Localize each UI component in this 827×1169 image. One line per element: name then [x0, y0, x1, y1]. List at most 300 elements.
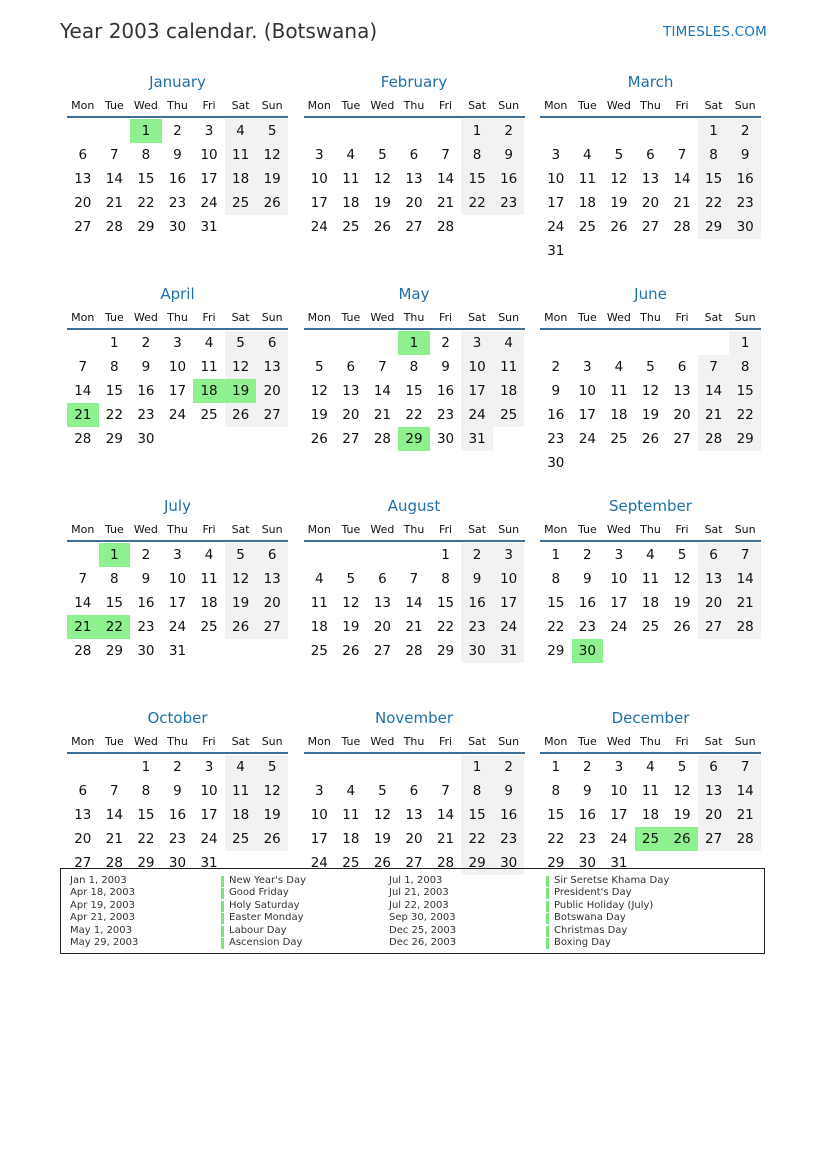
day-cell: 13 [373, 595, 391, 611]
day-cell: 3 [204, 759, 214, 775]
day-cell: 14 [729, 567, 761, 591]
day-cell: 17 [493, 591, 525, 615]
weekday-label: Sat [468, 311, 487, 324]
day-cell: 7 [110, 783, 119, 799]
weekday-label: Wed [606, 311, 631, 324]
day-cell: 23 [137, 407, 155, 423]
day-cell: 26 [641, 431, 660, 447]
day-cell: 17 [200, 807, 218, 823]
day-cell: 30 [461, 639, 493, 663]
day-grid [304, 119, 525, 239]
weekday-header [540, 94, 761, 118]
day-cell: 26 [373, 855, 391, 871]
empty-day-cell [99, 755, 131, 779]
day-cell: 14 [405, 595, 423, 611]
day-cell: 10 [610, 783, 628, 799]
empty-day-cell [367, 119, 399, 143]
legend-name: Labour Day [221, 925, 306, 937]
empty-day-cell [67, 543, 99, 567]
day-cell: 3 [204, 123, 214, 139]
day-cell: 15 [436, 595, 455, 611]
day-cell: 29 [698, 215, 730, 239]
holiday-day-cell: 30 [572, 639, 604, 663]
day-grid [304, 543, 525, 663]
day-cell: 25 [493, 403, 525, 427]
empty-day-cell [635, 639, 667, 663]
month-january [67, 70, 288, 282]
day-cell: 15 [105, 595, 123, 611]
day-cell: 20 [342, 407, 360, 423]
day-cell: 29 [436, 643, 455, 659]
month-february [304, 70, 525, 282]
day-cell: 27 [698, 615, 730, 639]
day-cell: 23 [168, 195, 187, 211]
day-cell: 13 [342, 383, 360, 399]
day-cell: 23 [729, 191, 761, 215]
weekday-label: Sat [704, 99, 723, 112]
day-cell: 25 [310, 643, 328, 659]
day-cell: 24 [610, 619, 628, 635]
day-cell: 29 [461, 851, 493, 875]
day-cell: 11 [578, 171, 596, 187]
empty-day-cell [540, 331, 572, 355]
day-cell: 2 [141, 547, 151, 563]
day-cell: 29 [729, 427, 761, 451]
weekday-header [67, 518, 288, 542]
day-cell: 9 [493, 779, 525, 803]
day-cell: 6 [698, 755, 730, 779]
empty-day-cell [572, 239, 604, 263]
day-cell: 14 [74, 383, 92, 399]
day-grid [540, 755, 761, 875]
day-cell: 19 [673, 807, 691, 823]
legend-date: Jul 1, 2003 [389, 875, 443, 886]
empty-day-cell [99, 119, 131, 143]
empty-day-cell [729, 239, 761, 263]
weekday-label: Wed [133, 523, 158, 536]
day-cell: 22 [137, 195, 155, 211]
site-brand-link[interactable]: TIMESLES.COM [663, 24, 767, 40]
day-cell: 4 [225, 119, 257, 143]
day-cell: 9 [729, 143, 761, 167]
day-cell: 27 [256, 615, 288, 639]
legend-name: Holy Saturday [221, 900, 306, 912]
day-cell: 4 [646, 547, 655, 563]
day-cell: 16 [137, 595, 155, 611]
day-cell: 23 [137, 619, 155, 635]
legend-date: Apr 18, 2003 [70, 887, 136, 899]
day-cell: 30 [578, 855, 596, 871]
day-cell: 6 [646, 147, 655, 163]
legend-date: Apr 21, 2003 [70, 912, 136, 924]
empty-day-cell [635, 451, 667, 475]
day-cell: 4 [346, 147, 356, 163]
day-cell: 28 [105, 855, 123, 871]
day-cell: 30 [729, 215, 761, 239]
weekday-label: Thu [403, 523, 425, 536]
day-cell: 30 [436, 431, 455, 447]
day-cell: 11 [493, 355, 525, 379]
day-cell: 30 [547, 455, 565, 471]
day-cell: 11 [200, 359, 218, 375]
empty-day-cell [572, 331, 604, 355]
day-cell: 18 [641, 595, 660, 611]
day-cell: 4 [646, 759, 655, 775]
day-cell: 9 [493, 143, 525, 167]
day-cell: 4 [314, 571, 324, 587]
weekday-label: Sun [734, 99, 756, 112]
weekday-label: Tue [341, 99, 361, 112]
weekday-label: Mon [307, 99, 331, 112]
weekday-label: Thu [640, 735, 661, 748]
day-cell: 15 [698, 167, 730, 191]
day-cell: 8 [141, 147, 151, 163]
holiday-day-cell: 1 [130, 119, 162, 143]
day-cell: 20 [698, 803, 730, 827]
weekday-label: Sun [498, 99, 520, 112]
empty-day-cell [666, 639, 698, 663]
day-cell: 14 [673, 171, 691, 187]
weekday-label: Mon [307, 523, 331, 536]
day-cell: 31 [200, 855, 218, 871]
day-cell: 8 [409, 359, 419, 375]
day-cell: 14 [436, 807, 455, 823]
legend-name: Botswana Day [546, 912, 669, 924]
legend-right-dates [389, 875, 456, 949]
day-cell: 19 [373, 831, 391, 847]
day-cell: 8 [551, 783, 561, 799]
empty-day-cell [304, 755, 336, 779]
day-cell: 28 [405, 643, 423, 659]
day-cell: 16 [578, 595, 596, 611]
day-cell: 7 [729, 755, 761, 779]
day-cell: 18 [342, 831, 360, 847]
weekday-label: Mon [71, 311, 95, 324]
day-cell: 9 [141, 359, 151, 375]
day-cell: 11 [610, 383, 628, 399]
month-name: March [627, 73, 674, 91]
legend-date: May 29, 2003 [70, 937, 139, 949]
day-cell: 12 [225, 567, 257, 591]
empty-day-cell [729, 639, 761, 663]
day-cell: 10 [493, 567, 525, 591]
day-cell: 24 [310, 219, 328, 235]
day-cell: 16 [137, 383, 155, 399]
day-cell: 28 [729, 615, 761, 639]
day-cell: 1 [141, 759, 151, 775]
day-cell: 5 [378, 783, 387, 799]
day-cell: 2 [461, 543, 493, 567]
holiday-day-cell: 19 [225, 379, 257, 403]
weekday-label: Tue [104, 99, 124, 112]
day-cell: 4 [204, 335, 214, 351]
day-cell: 7 [378, 359, 387, 375]
day-cell: 7 [698, 355, 730, 379]
weekday-label: Thu [403, 735, 425, 748]
day-cell: 5 [677, 759, 687, 775]
day-cell: 11 [342, 807, 360, 823]
day-cell: 12 [373, 171, 391, 187]
weekday-label: Fri [202, 735, 216, 748]
weekday-label: Fri [438, 311, 453, 324]
weekday-label: Fri [675, 523, 689, 536]
day-cell: 22 [105, 407, 123, 423]
day-cell: 22 [461, 191, 493, 215]
day-cell: 14 [436, 171, 455, 187]
day-cell: 28 [74, 643, 92, 659]
legend-date: Dec 26, 2003 [389, 937, 457, 949]
day-grid [540, 331, 761, 475]
day-cell: 30 [493, 851, 525, 875]
day-cell: 29 [547, 643, 565, 659]
day-cell: 11 [641, 571, 660, 587]
month-august [304, 494, 525, 706]
day-cell: 6 [256, 543, 288, 567]
weekday-label: Tue [577, 735, 597, 748]
day-cell: 31 [493, 639, 525, 663]
empty-day-cell [335, 331, 367, 355]
empty-day-cell [398, 755, 430, 779]
holiday-day-cell: 21 [67, 403, 99, 427]
day-cell: 22 [461, 827, 493, 851]
day-cell: 15 [137, 807, 155, 823]
day-cell: 20 [405, 831, 423, 847]
day-cell: 22 [436, 619, 455, 635]
day-cell: 3 [493, 543, 525, 567]
empty-day-cell [572, 119, 604, 143]
day-cell: 18 [225, 167, 257, 191]
weekday-label: Thu [167, 311, 188, 324]
day-cell: 1 [551, 547, 561, 563]
empty-day-cell [398, 119, 430, 143]
day-cell: 13 [698, 779, 730, 803]
weekday-label: Fri [202, 523, 216, 536]
day-cell: 25 [342, 855, 360, 871]
day-cell: 11 [641, 783, 660, 799]
day-cell: 9 [551, 383, 561, 399]
day-cell: 22 [137, 831, 155, 847]
day-cell: 10 [310, 171, 328, 187]
month-name: August [387, 497, 441, 515]
empty-day-cell [256, 215, 288, 239]
day-cell: 8 [461, 143, 493, 167]
day-cell: 12 [310, 383, 328, 399]
month-name: January [149, 73, 206, 91]
empty-day-cell [572, 451, 604, 475]
weekday-label: Sun [261, 735, 283, 748]
weekday-label: Mon [71, 523, 95, 536]
empty-day-cell [335, 119, 367, 143]
weekday-label: Sat [231, 99, 250, 112]
weekday-header [67, 94, 288, 118]
legend-left-names [221, 875, 306, 949]
weekday-label: Thu [167, 523, 188, 536]
day-cell: 10 [200, 147, 218, 163]
day-cell: 12 [673, 571, 691, 587]
day-cell: 6 [78, 147, 88, 163]
day-cell: 16 [493, 167, 525, 191]
day-cell: 29 [137, 219, 155, 235]
day-cell: 13 [74, 171, 92, 187]
legend-date: May 1, 2003 [70, 924, 133, 936]
day-cell: 13 [256, 355, 288, 379]
day-cell: 27 [74, 855, 92, 871]
day-cell: 6 [698, 543, 730, 567]
empty-day-cell [367, 755, 399, 779]
day-cell: 19 [610, 195, 628, 211]
weekday-label: Sat [231, 523, 250, 536]
day-cell: 28 [74, 431, 92, 447]
weekday-label: Sat [468, 735, 487, 748]
day-cell: 3 [173, 335, 182, 351]
day-cell: 26 [610, 219, 628, 235]
month-name: May [398, 285, 430, 303]
day-cell: 16 [578, 807, 596, 823]
weekday-label: Sat [704, 523, 723, 536]
day-cell: 6 [256, 331, 288, 355]
day-cell: 3 [614, 547, 624, 563]
day-cell: 8 [141, 783, 151, 799]
holiday-day-cell: 26 [666, 827, 698, 851]
day-cell: 28 [436, 855, 455, 871]
day-cell: 17 [168, 595, 187, 611]
day-cell: 5 [378, 147, 387, 163]
weekday-label: Fri [438, 99, 453, 112]
day-cell: 31 [461, 427, 493, 451]
month-name: November [374, 709, 454, 727]
day-cell: 6 [409, 783, 419, 799]
day-cell: 28 [373, 431, 391, 447]
empty-day-cell [304, 119, 336, 143]
day-cell: 13 [256, 567, 288, 591]
month-name: September [609, 497, 692, 515]
day-cell: 18 [641, 807, 660, 823]
day-cell: 24 [610, 831, 628, 847]
month-december [540, 706, 761, 895]
empty-day-cell [461, 215, 493, 239]
day-cell: 23 [578, 619, 596, 635]
legend-date: Jul 21, 2003 [389, 887, 449, 899]
empty-day-cell [666, 239, 698, 263]
empty-day-cell [635, 239, 667, 263]
weekday-header [540, 730, 761, 754]
day-cell: 19 [673, 595, 691, 611]
empty-day-cell [335, 755, 367, 779]
day-cell: 10 [610, 571, 628, 587]
day-cell: 19 [256, 803, 288, 827]
day-cell: 31 [547, 243, 565, 259]
day-cell: 1 [698, 119, 730, 143]
weekday-label: Thu [167, 99, 188, 112]
day-cell: 3 [551, 147, 561, 163]
empty-day-cell [67, 755, 99, 779]
day-cell: 27 [405, 855, 423, 871]
day-cell: 10 [168, 571, 187, 587]
weekday-label: Mon [71, 735, 95, 748]
day-cell: 22 [698, 191, 730, 215]
weekday-label: Mon [544, 311, 568, 324]
day-cell: 25 [200, 619, 218, 635]
weekday-label: Mon [307, 311, 331, 324]
legend-name: Public Holiday (July) [546, 900, 669, 912]
day-cell: 11 [200, 571, 218, 587]
day-cell: 15 [461, 803, 493, 827]
day-cell: 27 [641, 219, 660, 235]
legend-name: Boxing Day [546, 937, 669, 949]
weekday-header [304, 306, 525, 330]
day-cell: 15 [105, 383, 123, 399]
weekday-label: Thu [640, 99, 661, 112]
day-grid [67, 119, 288, 239]
weekday-label: Sat [231, 735, 250, 748]
empty-day-cell [603, 639, 635, 663]
day-cell: 5 [346, 571, 356, 587]
day-cell: 5 [646, 359, 655, 375]
empty-day-cell [603, 239, 635, 263]
day-cell: 17 [310, 195, 328, 211]
day-cell: 27 [256, 403, 288, 427]
day-cell: 14 [729, 779, 761, 803]
day-cell: 6 [378, 571, 387, 587]
day-cell: 8 [551, 571, 561, 587]
day-cell: 3 [314, 783, 324, 799]
day-grid [540, 543, 761, 663]
day-cell: 21 [698, 403, 730, 427]
day-cell: 27 [342, 431, 360, 447]
weekday-label: Sun [261, 311, 283, 324]
day-cell: 5 [225, 331, 257, 355]
weekday-label: Sat [468, 523, 487, 536]
weekday-label: Sat [468, 99, 487, 112]
day-cell: 21 [105, 831, 123, 847]
empty-day-cell [540, 119, 572, 143]
day-cell: 4 [583, 147, 592, 163]
day-cell: 11 [342, 171, 360, 187]
empty-day-cell [335, 543, 367, 567]
empty-day-cell [67, 119, 99, 143]
day-cell: 21 [729, 591, 761, 615]
day-cell: 21 [405, 619, 423, 635]
empty-day-cell [225, 215, 257, 239]
day-cell: 18 [493, 379, 525, 403]
weekday-label: Tue [577, 523, 597, 536]
day-cell: 20 [74, 831, 92, 847]
day-cell: 4 [346, 783, 356, 799]
day-cell: 31 [200, 219, 218, 235]
month-may [304, 282, 525, 494]
day-cell: 24 [168, 407, 187, 423]
weekday-label: Tue [341, 735, 361, 748]
empty-day-cell [698, 451, 730, 475]
day-cell: 12 [610, 171, 628, 187]
day-cell: 5 [256, 119, 288, 143]
empty-day-cell [603, 451, 635, 475]
day-cell: 20 [373, 619, 391, 635]
day-cell: 28 [698, 427, 730, 451]
holiday-day-cell: 18 [193, 379, 225, 403]
day-cell: 18 [225, 803, 257, 827]
empty-day-cell [193, 427, 225, 451]
month-october [67, 706, 288, 895]
day-cell: 21 [436, 831, 455, 847]
holiday-day-cell: 22 [99, 615, 131, 639]
day-cell: 26 [373, 219, 391, 235]
weekday-label: Wed [370, 523, 395, 536]
day-cell: 15 [461, 167, 493, 191]
day-cell: 14 [105, 171, 123, 187]
day-cell: 19 [342, 619, 360, 635]
day-cell: 13 [74, 807, 92, 823]
